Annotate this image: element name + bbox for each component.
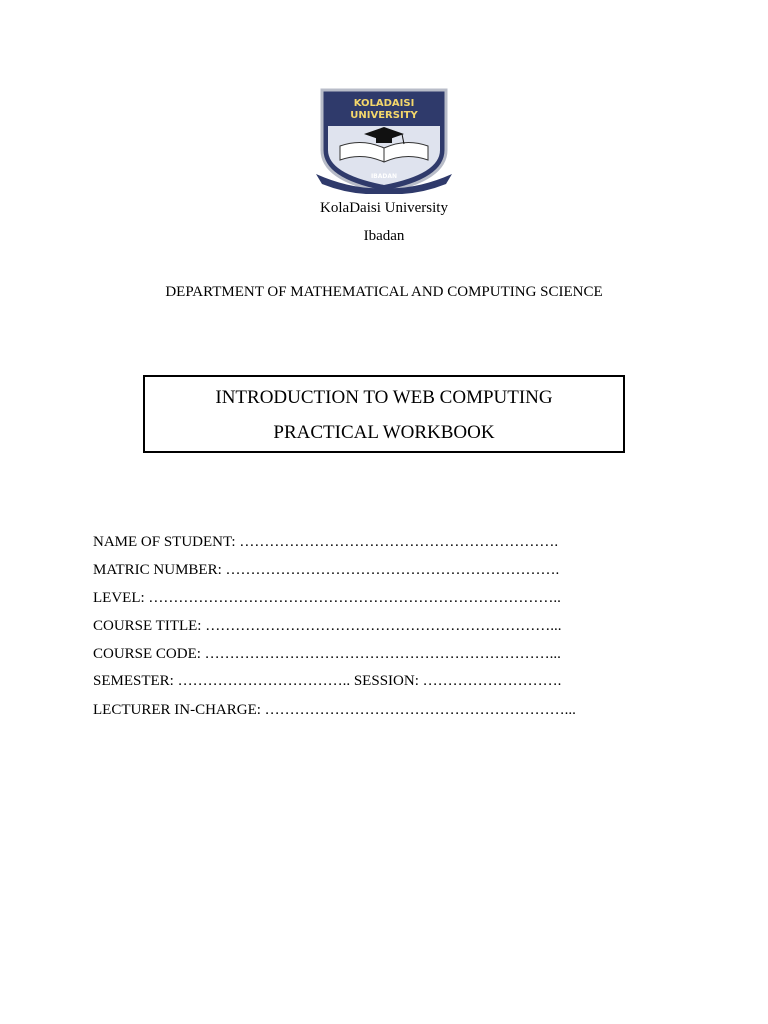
- svg-text:UNIVERSITY: UNIVERSITY: [350, 110, 418, 121]
- workbook-title-box: [143, 375, 625, 453]
- svg-text:KOLADAISI: KOLADAISI: [353, 98, 415, 109]
- semester-session-field: SEMESTER: …………………………….. SESSION: ……………………….: [93, 673, 562, 689]
- course-title-field: COURSE TITLE: ……………………………………………………………...: [93, 618, 562, 634]
- lecturer-in-charge-field: LECTURER IN-CHARGE: ……………………………………………………...: [93, 702, 576, 718]
- level-field: LEVEL: ………………………………………………………………………..: [93, 590, 561, 606]
- svg-text:IBADAN: IBADAN: [370, 173, 398, 180]
- university-crest-icon: [312, 88, 456, 194]
- department-name: DEPARTMENT OF MATHEMATICAL AND COMPUTING SCIENCE: [165, 284, 603, 300]
- workbook-title-line2: PRACTICAL WORKBOOK: [273, 422, 495, 443]
- student-name-field: NAME OF STUDENT: ……………………………………………………….: [93, 534, 559, 550]
- university-city: Ibadan: [363, 228, 405, 244]
- university-name: KolaDaisi University: [320, 200, 448, 216]
- university-logo: [312, 88, 456, 194]
- workbook-title-line1: INTRODUCTION TO WEB COMPUTING: [215, 387, 553, 408]
- course-code-field: COURSE CODE: ……………………………………………………………...: [93, 646, 561, 662]
- matric-number-field: MATRIC NUMBER: ………………………………………………………….: [93, 562, 560, 578]
